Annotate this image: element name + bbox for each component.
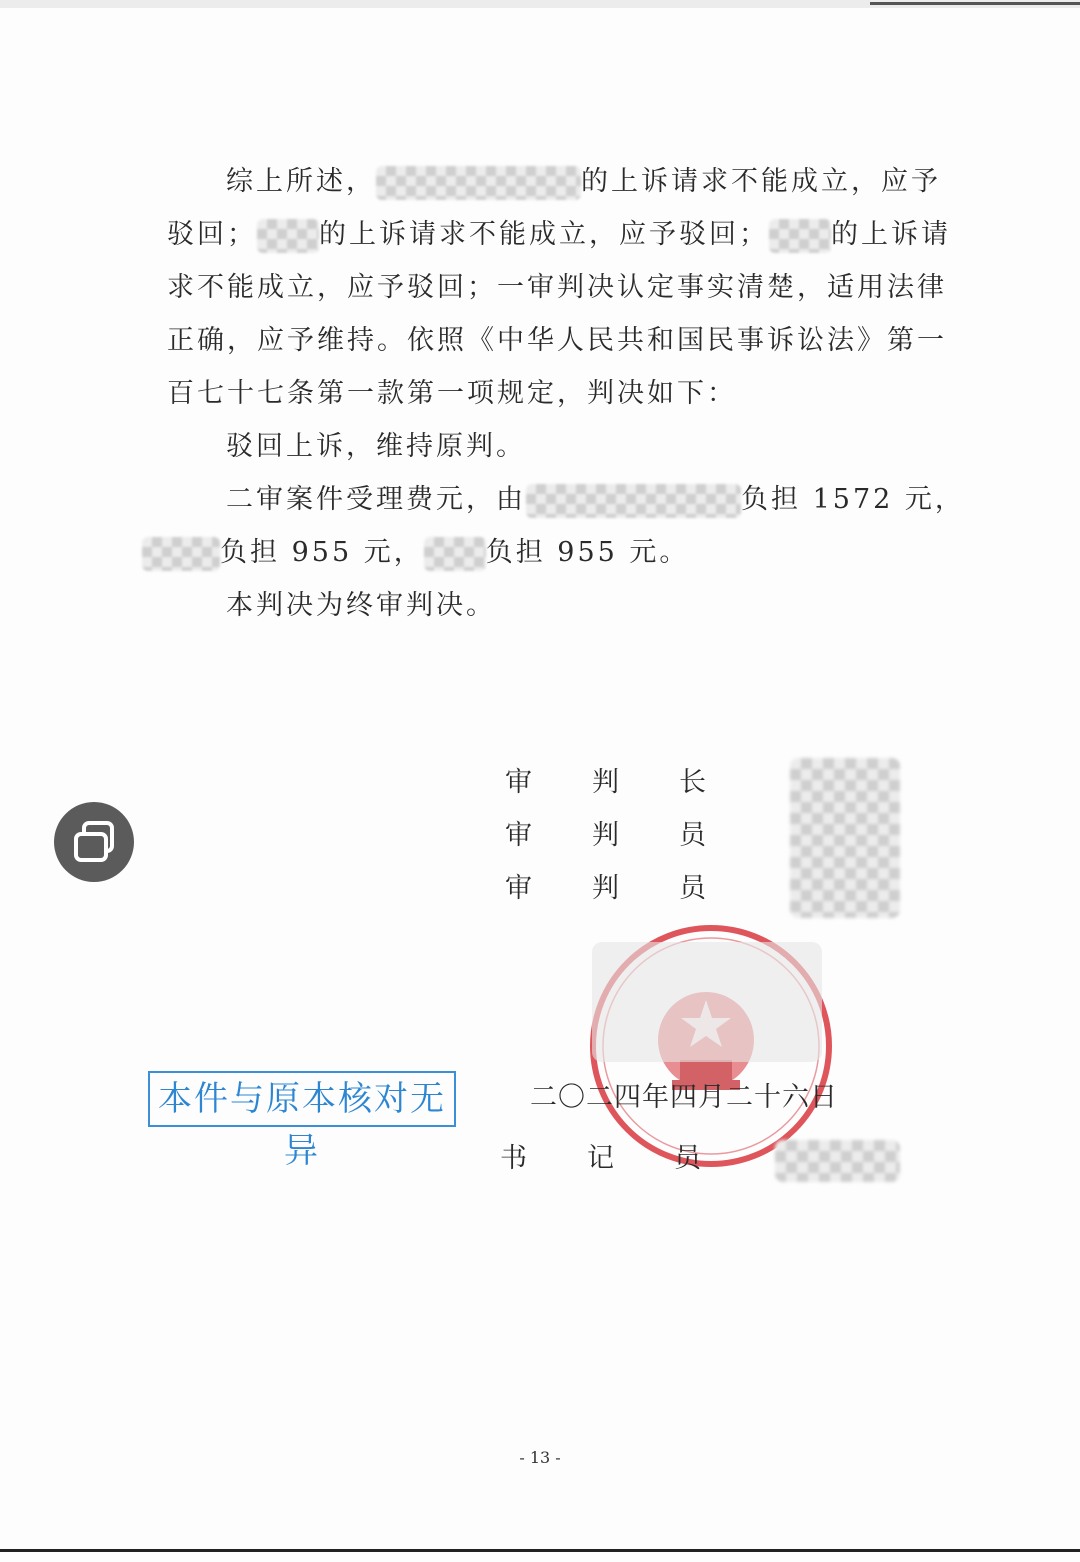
certify-copy-stamp: 本件与原本核对无异 xyxy=(148,1071,456,1127)
paragraph-line-2 xyxy=(167,215,951,255)
copy-icon xyxy=(54,802,134,882)
court-seal xyxy=(582,922,840,1170)
paragraph-line-4: 正确，应予维持。依照《中华人民共和国民事诉讼法》第一 xyxy=(167,325,947,356)
judgment-text: 驳回上诉，维持原判。 xyxy=(226,431,526,462)
floating-copy-button[interactable] xyxy=(54,802,134,882)
fees-line-1 xyxy=(226,480,965,520)
text-line-2-b: 的上诉请求不能成立，应予驳回； xyxy=(319,219,769,250)
sig-char: 员 xyxy=(674,1143,701,1174)
redacted-name xyxy=(769,219,831,253)
sig-char: 判 xyxy=(592,820,619,851)
redacted-name xyxy=(257,219,319,253)
text-line-2-a: 驳回； xyxy=(167,219,257,250)
sig-char: 判 xyxy=(592,873,619,904)
final-judgment-text: 本判决为终审判决。 xyxy=(226,590,496,621)
redacted-name xyxy=(142,537,220,571)
sig-char: 员 xyxy=(679,820,706,851)
sig-char: 员 xyxy=(679,873,706,904)
top-scan-line xyxy=(870,2,1080,5)
judgment-date: 二〇二四年四月二十六日 xyxy=(530,1082,838,1113)
text-summary-prefix: 综上所述， xyxy=(226,166,376,197)
redacted-judge-names xyxy=(790,758,900,918)
sig-char: 审 xyxy=(505,873,532,904)
text-line-2-c: 的上诉请 xyxy=(831,219,951,250)
sig-char: 审 xyxy=(505,767,532,798)
paragraph-line-1 xyxy=(226,162,941,202)
fees-text-c: 负担 955 元， xyxy=(220,537,424,568)
redacted-name xyxy=(424,537,486,571)
sig-char: 长 xyxy=(679,767,706,798)
page-number: - 13 - xyxy=(519,1448,561,1467)
bottom-scan-line xyxy=(0,1549,1080,1552)
redacted-clerk-name xyxy=(775,1140,900,1182)
sig-char: 审 xyxy=(505,820,532,851)
fees-text-d: 负担 955 元。 xyxy=(485,537,690,568)
paragraph-line-3: 求不能成立，应予驳回；一审判决认定事实清楚，适用法律 xyxy=(167,272,947,303)
fees-text-b: 负担 1572 元， xyxy=(741,484,965,515)
redacted-name xyxy=(376,166,581,200)
sig-char: 判 xyxy=(592,767,619,798)
redacted-name xyxy=(526,484,741,518)
fees-text-a: 二审案件受理费元，由 xyxy=(226,484,526,515)
text-line-1-rest: 的上诉请求不能成立，应予 xyxy=(581,166,941,197)
paragraph-line-5: 百七十七条第一款第一项规定，判决如下： xyxy=(167,378,737,409)
fees-line-2 xyxy=(142,533,689,573)
sig-char: 记 xyxy=(587,1143,614,1174)
sig-char: 书 xyxy=(500,1143,527,1174)
